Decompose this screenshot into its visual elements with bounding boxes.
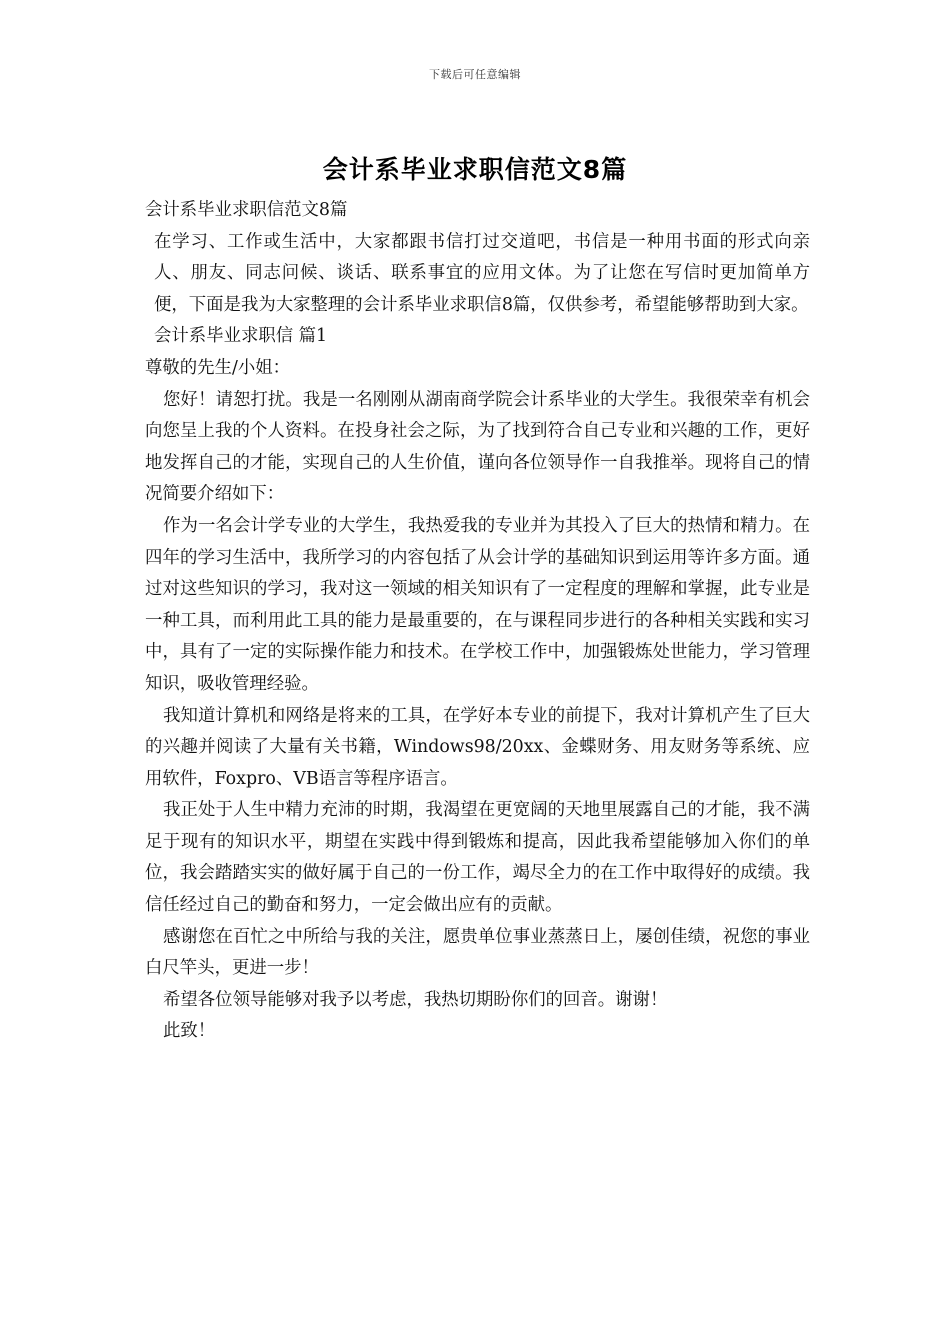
body-paragraph: 您好！请恕打扰。我是一名刚刚从湖南商学院会计系毕业的大学生。我很荣幸有机会向您呈上我的个人资料。在投身社会之际，为了找到符合自己专业和兴趣的工作，更好地发挥自己的才能，实现自己的人生价值，谨向各位领导作一自我推举。现将自己的情况简要介绍如下： (145, 389, 810, 505)
body-paragraph: 我正处于人生中精力充沛的时期，我渴望在更宽阔的天地里展露自己的才能，我不满足于现有的知识水平，期望在实践中得到锻炼和提高，因此我希望能够加入你们的单位，我会踏踏实实的做好属于自己的一份工作，竭尽全力的在工作中取得好的成绩。我信任经过自己的勤奋和努力，一定会做出应有的贡献。 (145, 800, 810, 916)
document-subtitle: 会计系毕业求职信范文8篇 (145, 200, 348, 220)
salutation: 尊敬的先生/小姐： (145, 357, 290, 378)
intro-paragraph: 在学习、工作或生活中，大家都跟书信打过交道吧，书信是一种用书面的形式向亲人、朋友、同志问候、谈话、联系事宜的应用文体。为了让您在写信时更加简单方便，下面是我为大家整理的会计系毕业求职信8篇，仅供参考，希望能够帮助到大家。 (154, 231, 810, 315)
document-body (145, 195, 810, 1048)
body-paragraph: 希望各位领导能够对我予以考虑，我热切期盼你们的回音。谢谢！ (163, 989, 668, 1010)
body-paragraph: 感谢您在百忙之中所给与我的关注，愿贵单位事业蒸蒸日上，屡创佳绩，祝您的事业白尺竿头，更进一步！ (145, 926, 810, 979)
closing-line: 此致！ (163, 1021, 216, 1042)
document-title: 会计系毕业求职信范文8篇 (322, 155, 628, 184)
body-paragraph: 我知道计算机和网络是将来的工具，在学好本专业的前提下，我对计算机产生了巨大的兴趣并阅读了大量有关书籍，Windows98/20xx、金蝶财务、用友财务等系统、应用软件，Foxpro、VB语言等程序语言。 (145, 705, 810, 789)
header-note: 下载后可任意编辑 (429, 68, 521, 81)
section-heading: 会计系毕业求职信 篇1 (154, 326, 328, 347)
body-paragraph: 作为一名会计学专业的大学生，我热爱我的专业并为其投入了巨大的热情和精力。在四年的学习生活中，我所学习的内容包括了从会计学的基础知识到运用等许多方面。通过对这些知识的学习，我对这一领域的相关知识有了一定程度的理解和掌握，此专业是一种工具，而利用此工具的能力是最重要的，在与课程同步进行的各种相关实践和实习中，具有了一定的实际操作能力和技术。在学校工作中，加强锻炼处世能力，学习管理知识，吸收管理经验。 (145, 515, 810, 694)
